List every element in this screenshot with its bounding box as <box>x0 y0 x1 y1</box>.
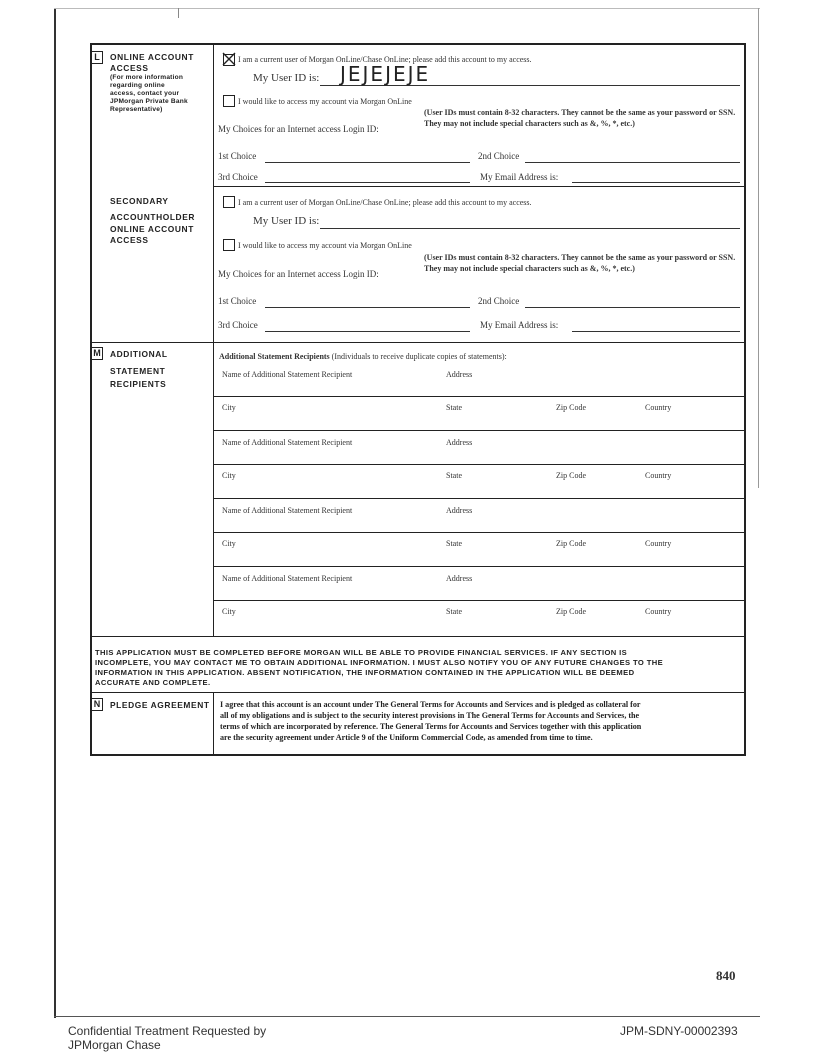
recipient-state-label: State <box>446 607 462 616</box>
secondary-title-line4: ACCESS <box>110 235 149 245</box>
scan-edge-right <box>758 8 759 488</box>
recipient-country-label: Country <box>645 403 672 412</box>
secondary-login-choices-label: My Choices for an Internet access Login ID: <box>218 269 379 279</box>
section-l-title-line1: ONLINE ACCOUNT <box>110 52 194 62</box>
recipient-country-label: Country <box>645 607 672 616</box>
recipient-zip-label: Zip Code <box>556 403 586 412</box>
second-choice-field[interactable] <box>525 162 740 163</box>
recipient-country-label: Country <box>645 471 672 480</box>
secondary-would-like-text: I would like to access my account via Morgan OnLine <box>238 241 412 250</box>
secondary-user-id-label: My User ID is: <box>253 215 320 227</box>
recipient-name-label: Name of Additional Statement Recipient <box>222 438 353 447</box>
scan-edge-left <box>54 8 56 1018</box>
pledge-title: PLEDGE AGREEMENT <box>110 700 210 710</box>
would-like-text: I would like to access my account via Morgan OnLine <box>238 97 412 106</box>
email-field[interactable] <box>572 182 740 183</box>
first-choice-field[interactable] <box>265 162 470 163</box>
email-label: My Email Address is: <box>480 172 559 182</box>
pledge-line4: are the security agreement under Article 9 of the Uniform Commercial Code, as amended from time to time. <box>220 733 593 742</box>
recipients-heading-rest: (Individuals to receive duplicate copies of statements): <box>331 352 507 361</box>
recipient-zip-label: Zip Code <box>556 471 586 480</box>
recipient-address-label: Address <box>446 438 473 447</box>
secondary-third-choice-field[interactable] <box>265 331 470 332</box>
notice-divider-top <box>91 636 745 637</box>
secondary-user-id-rules: (User IDs must contain 8-32 characters. They cannot be the same as your password or SSN. They may not include special characters such as &, %, *, etc.) <box>424 253 736 273</box>
secondary-first-choice-label: 1st Choice <box>218 296 257 306</box>
recipient-name-label: Name of Additional Statement Recipient <box>222 574 353 583</box>
page-number: 840 <box>716 968 736 983</box>
secondary-title-line2: ACCOUNTHOLDER <box>110 212 196 222</box>
notice-line1: THIS APPLICATION MUST BE COMPLETED BEFORE MORGAN WILL BE ABLE TO PROVIDE FINANCIAL SERVICES. IF ANY SECTION IS <box>95 648 628 657</box>
secondary-email-field[interactable] <box>572 331 740 332</box>
secondary-would-like-checkbox[interactable] <box>223 239 235 251</box>
column-divider-top <box>213 44 214 637</box>
secondary-email-label: My Email Address is: <box>480 320 559 330</box>
recipient-country-label: Country <box>645 539 672 548</box>
column-divider-bottom <box>213 693 214 755</box>
secondary-first-choice-field[interactable] <box>265 307 470 308</box>
recipients-heading-bold: Additional Statement Recipients <box>219 352 330 361</box>
section-letter-m: M <box>91 347 103 360</box>
recipient-address-label: Address <box>446 506 473 515</box>
recipient-state-label: State <box>446 539 462 548</box>
secondary-third-choice-label: 3rd Choice <box>218 320 258 330</box>
recipient-address-label: Address <box>446 574 473 583</box>
secondary-title-line1: SECONDARY <box>110 196 169 206</box>
section-l-note-3: access, contact your <box>110 90 180 97</box>
recipient-block-divider <box>214 566 745 567</box>
secondary-second-choice-field[interactable] <box>525 307 740 308</box>
recipient-row-divider <box>214 464 745 465</box>
notice-divider-bottom <box>91 692 745 693</box>
login-choices-label: My Choices for an Internet access Login ID: <box>218 124 379 134</box>
second-choice-label: 2nd Choice <box>478 151 520 161</box>
recipient-block-divider <box>214 430 745 431</box>
section-letter-n: N <box>91 698 103 711</box>
recipient-city-label: City <box>222 539 236 548</box>
section-m-title-line2: STATEMENT <box>110 366 166 376</box>
pledge-line1: I agree that this account is an account under The General Terms for Accounts and Services and is pledged as collateral for <box>220 700 641 709</box>
footer-right: JPM-SDNY-00002393 <box>620 1024 738 1038</box>
recipient-city-label: City <box>222 471 236 480</box>
recipient-zip-label: Zip Code <box>556 607 586 616</box>
recipient-row-divider <box>214 532 745 533</box>
footer-left-line2: JPMorgan Chase <box>68 1038 161 1052</box>
secondary-current-user-checkbox[interactable] <box>223 196 235 208</box>
user-id-label: My User ID is: <box>253 72 320 84</box>
current-user-text: I am a current user of Morgan OnLine/Chase OnLine; please add this account to my access. <box>238 55 532 64</box>
secondary-current-user-text: I am a current user of Morgan OnLine/Chase OnLine; please add this account to my access. <box>238 198 532 207</box>
secondary-second-choice-label: 2nd Choice <box>478 296 520 306</box>
section-m-title-line1: ADDITIONAL <box>110 349 168 359</box>
section-m-title-line3: RECIPIENTS <box>110 379 167 389</box>
recipient-block-divider <box>214 498 745 499</box>
recipient-row-divider <box>214 600 745 601</box>
recipient-state-label: State <box>446 403 462 412</box>
user-id-value[interactable]: JEJEJEJE <box>340 62 431 86</box>
would-like-checkbox[interactable] <box>223 95 235 107</box>
section-l-title-line2: ACCESS <box>110 63 149 73</box>
user-id-rules: (User IDs must contain 8-32 characters. They cannot be the same as your password or SSN. They may not include special characters such as &, %, *, etc.) <box>424 108 736 128</box>
section-m-divider <box>91 342 745 343</box>
recipient-zip-label: Zip Code <box>556 539 586 548</box>
notice-line3: INFORMATION IN THIS APPLICATION. ABSENT NOTIFICATION, THE INFORMATION CONTAINED IN THE APPLICATION WILL BE DEEMED <box>95 668 635 677</box>
recipient-state-label: State <box>446 471 462 480</box>
recipients-heading <box>219 352 507 361</box>
section-l-divider <box>214 186 745 187</box>
scan-tick <box>178 8 179 18</box>
third-choice-label: 3rd Choice <box>218 172 258 182</box>
current-user-checkbox[interactable] <box>223 54 235 66</box>
recipient-row-divider <box>214 396 745 397</box>
third-choice-field[interactable] <box>265 182 470 183</box>
section-l-note-2: regarding online <box>110 82 165 89</box>
scan-edge-bottom <box>54 1016 760 1017</box>
recipient-address-label: Address <box>446 370 473 379</box>
recipient-name-label: Name of Additional Statement Recipient <box>222 370 353 379</box>
secondary-title-line3: ONLINE ACCOUNT <box>110 224 194 234</box>
scan-edge-top <box>54 8 760 9</box>
recipient-city-label: City <box>222 403 236 412</box>
section-letter-l: L <box>91 51 103 64</box>
recipient-name-label: Name of Additional Statement Recipient <box>222 506 353 515</box>
first-choice-label: 1st Choice <box>218 151 257 161</box>
pledge-line2: all of my obligations and is subject to the security interest provisions in The General Terms for Accounts and Services, the <box>220 711 640 720</box>
secondary-user-id-field[interactable] <box>320 228 740 229</box>
notice-line4: ACCURATE AND COMPLETE. <box>95 678 211 687</box>
section-l-note-4: JPMorgan Private Bank <box>110 98 188 105</box>
recipient-city-label: City <box>222 607 236 616</box>
section-l-note-5: Representative) <box>110 106 163 113</box>
checkmark-x-icon <box>222 52 236 66</box>
footer-left-line1: Confidential Treatment Requested by <box>68 1024 267 1038</box>
notice-line2: INCOMPLETE, YOU MAY CONTACT ME TO OBTAIN ADDITIONAL INFORMATION. I MUST ALSO NOTIFY YOU OF ANY FUTURE CHANGES TO THE <box>95 658 664 667</box>
pledge-line3: terms of which are incorporated by reference. The General Terms for Accounts and Services together with this application <box>220 722 642 731</box>
section-l-note-1: (For more information <box>110 74 184 81</box>
